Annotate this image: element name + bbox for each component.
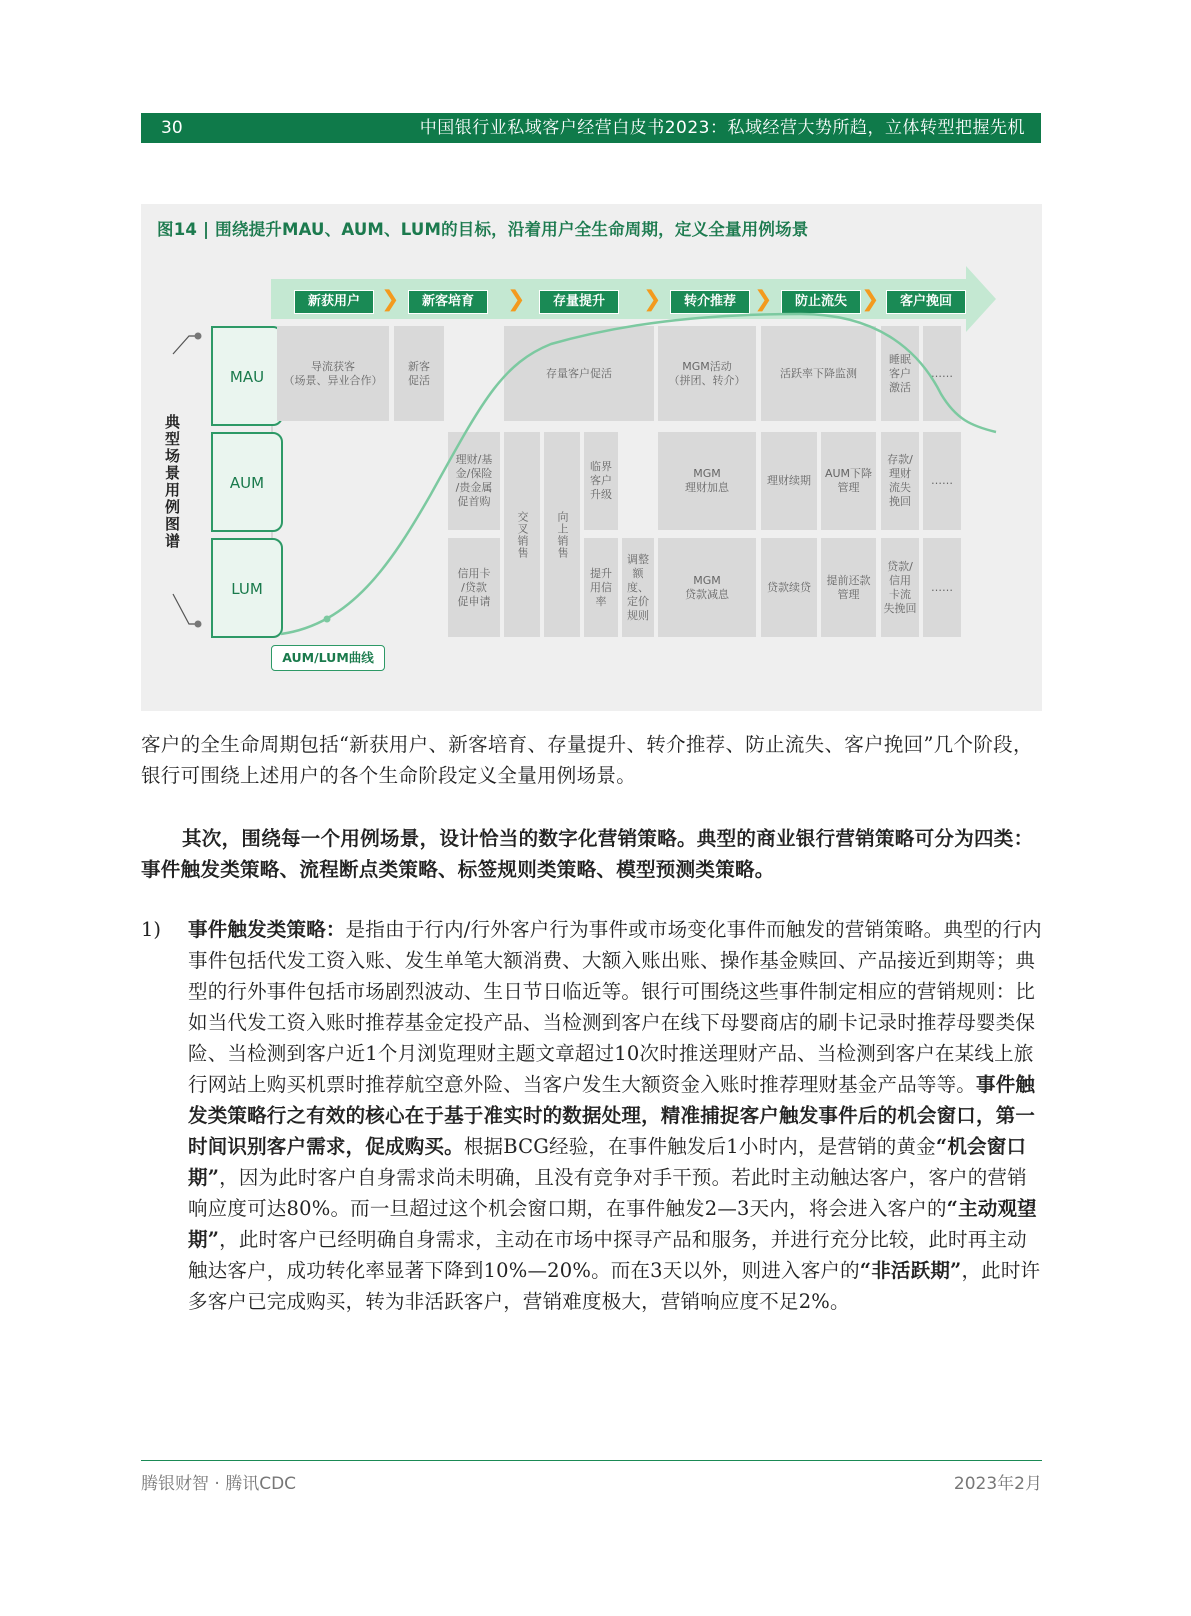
stage-new-users: 新获用户 [294, 290, 374, 314]
cell-up-sell: 向上销售 [544, 432, 580, 637]
stage-new-cultivation: 新客培育 [408, 290, 488, 314]
cell-mau-4: MGM活动 （拼团、转介） [658, 326, 756, 421]
cell-mau-3: 存量客户促活 [504, 326, 654, 421]
running-title: 中国银行业私域客户经营白皮书2023：私域经营大势所趋，立体转型把握先机 [419, 118, 1025, 138]
cell-lum-2: 提升 用信 率 [584, 538, 618, 637]
paragraph-lifecycle: 客户的全生命周期包括“新获用户、新客培育、存量提升、转介推荐、防止流失、客户挽回”几个阶段，银行可围绕上述用户的各个生命阶段定义全量用例场景。 [141, 733, 1033, 787]
item-bold-d: “机会窗口期” [188, 1135, 1027, 1189]
chevron-right-icon: ❯ [507, 287, 526, 312]
figure-14 [141, 204, 1042, 711]
page-number: 30 [161, 118, 183, 138]
cell-lum-1: 信用卡 /贷款 促申请 [448, 538, 500, 637]
cell-mau-2: 新客 促活 [394, 326, 444, 421]
chevron-right-icon: ❯ [643, 287, 662, 312]
dot-bottom [195, 621, 202, 628]
metric-mau: MAU [211, 326, 283, 426]
bracket-bottom [173, 594, 197, 624]
footer-date: 2023年2月 [953, 1474, 1042, 1494]
chevron-right-icon: ❯ [754, 287, 773, 312]
cell-aum-3: 临界 客户 升级 [584, 432, 618, 530]
footer-publisher: 腾银财智 · 腾讯CDC [141, 1474, 297, 1494]
cell-aum-1: 理财/基 金/保险 /贵金属 促首购 [448, 432, 500, 530]
vertical-label: 典型场景用例图谱 [163, 414, 181, 550]
cell-lum-3: 调整 额度、 定价 规则 [622, 538, 654, 637]
paragraph-strategy: 其次，围绕每一个用例场景，设计恰当的数字化营销策略。典型的商业银行营销策略可分为四类：事件触发类策略、流程断点类策略、标签规则类策略、模型预测类策略。 [141, 827, 1034, 881]
item-bold-f: “主动观望期” [188, 1197, 1037, 1251]
cell-lum-7: 贷款/ 信用 卡流 失挽回 [881, 538, 919, 637]
footer-divider [141, 1460, 1042, 1461]
cell-mau-1: 导流获客 （场景、异业合作） [277, 326, 389, 421]
cell-lum-6: 提前还款 管理 [821, 538, 876, 637]
stage-win-back: 客户挽回 [886, 290, 966, 314]
item-bold-b: 事件触发类策略行之有效的核心在于基于准实时的数据处理，精准捕捉客户触发事件后的机会窗口，第一时间识别客户需求，促成购买。 [188, 1073, 1036, 1158]
item-text-e: ，因为此时客户自身需求尚未明确，且没有竞争对手干预。若此时主动触达客户，客户的营销响应度可达80%。而一旦超过这个机会窗口期，在事件触发2—3天内，将会进入客户的 [188, 1166, 1027, 1220]
chevron-right-icon: ❯ [381, 287, 400, 312]
cell-aum-4: MGM 理财加息 [658, 432, 756, 530]
stage-stock-improve: 存量提升 [539, 290, 619, 314]
cell-aum-5: 理财续期 [761, 432, 817, 530]
cell-mau-6: 睡眠 客户 激活 [881, 326, 919, 421]
cell-mau-7: …… [923, 326, 961, 421]
cell-aum-7: 存款/ 理财 流失 挽回 [881, 432, 919, 530]
metric-aum: AUM [211, 432, 283, 532]
cell-aum-6: AUM下降 管理 [821, 432, 876, 530]
item-text-i: ，此时许多客户已完成购买，转为非活跃客户，营销难度极大，营销响应度不足2%。 [188, 1259, 1041, 1313]
cell-lum-5: 贷款续贷 [761, 538, 817, 637]
list-number: 1) [141, 918, 162, 941]
figure-title: 图14 | 围绕提升MAU、AUM、LUM的目标，沿着用户全生命周期，定义全量用例场景 [157, 220, 809, 239]
chevron-right-icon: ❯ [861, 287, 880, 312]
item-text-a: 是指由于行内/行外客户行为事件或市场变化事件而触发的营销策略。典型的行内事件包括代发工资入账、发生单笔大额消费、大额入账出账、操作基金赎回、产品接近到期等；典型的行外事件包括市场剧烈波动、生日节日临近等。银行可围绕这些事件制定相应的营销规则：比如当代发工资入账时推荐基金定投产品、当检测到客户在线下母婴商店的刷卡记录时推荐母婴类保险、当检测到客户近1个月浏览理财主题文章超过10次时推送理财产品、当检测到客户在某线上旅行网站上购买机票时推荐航空意外险、当客户发生大额资金入账时推荐理财基金产品等等。 [188, 918, 1042, 1096]
item-bold-h: “非活跃期” [859, 1259, 962, 1282]
stage-referral: 转介推荐 [670, 290, 750, 314]
item-text-g: ，此时客户已经明确自身需求，主动在市场中探寻产品和服务，并进行充分比较，此时再主动触达客户，成功转化率显著下降到10%—20%。而在3天以外，则进入客户的 [188, 1228, 1027, 1282]
metric-lum: LUM [211, 538, 283, 638]
stage-prevent-churn: 防止流失 [781, 290, 861, 314]
cell-cross-sell: 交叉销售 [504, 432, 540, 637]
cell-lum-4: MGM 贷款减息 [658, 538, 756, 637]
bracket-top [173, 336, 197, 354]
item-title: 事件触发类策略： [188, 918, 346, 941]
dot-top [195, 333, 202, 340]
cell-lum-8: …… [923, 538, 961, 637]
list-item-event-trigger [188, 914, 1043, 1317]
item-text-c: 根据BCG经验，在事件触发后1小时内，是营销的黄金 [463, 1135, 936, 1158]
cell-mau-5: 活跃率下降监测 [761, 326, 876, 421]
page-header [141, 113, 1041, 143]
cell-aum-8: …… [923, 432, 961, 530]
curve-label: AUM/LUM曲线 [271, 645, 385, 671]
